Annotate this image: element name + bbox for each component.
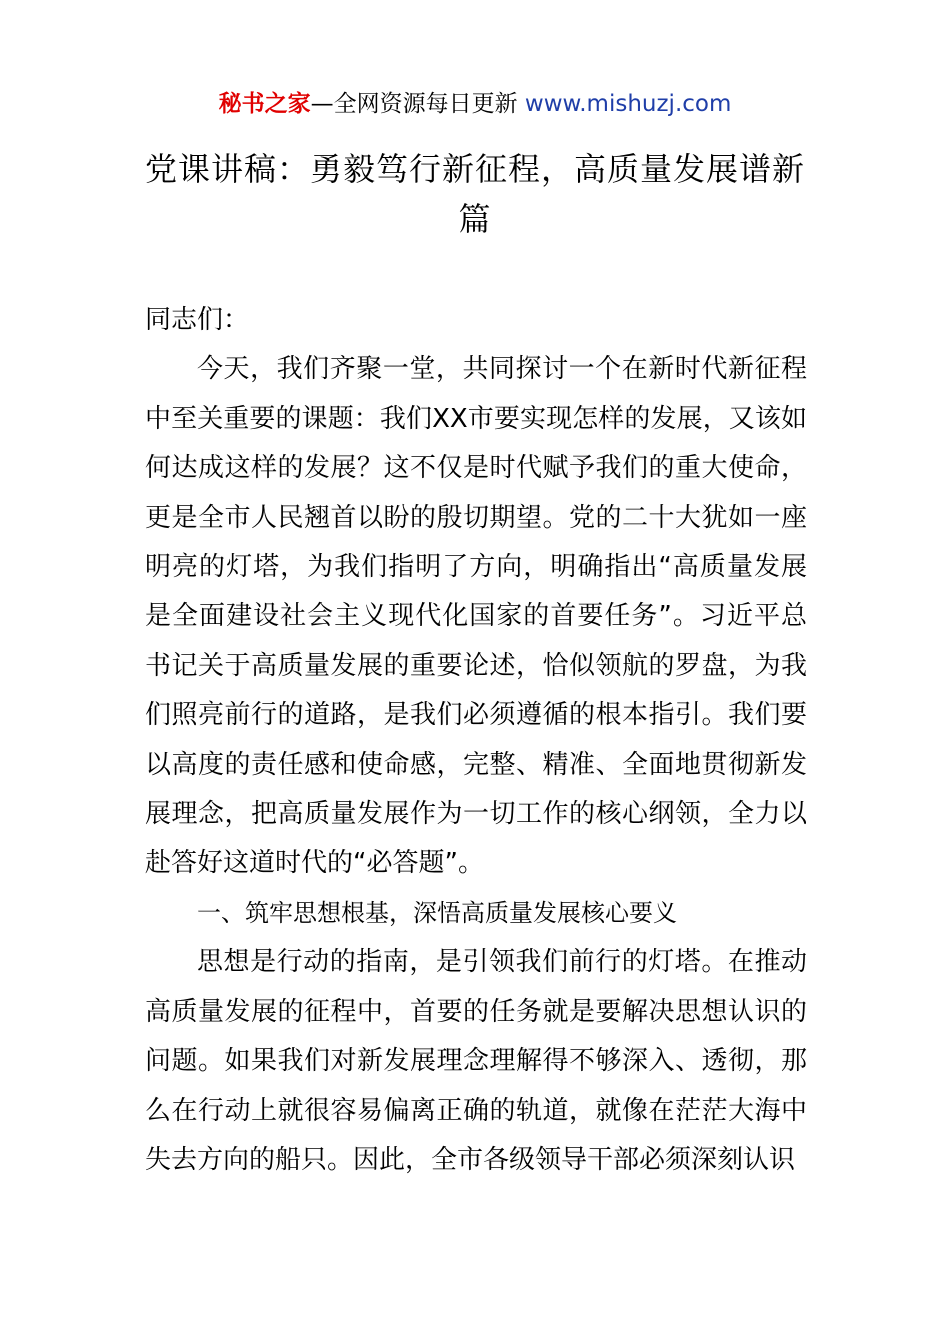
- section-heading: 一、筑牢思想根基，深悟高质量发展核心要义: [197, 898, 677, 927]
- intro-paragraph: 今天，我们齐聚一堂，共同探讨一个在新时代新征程中至关重要的课题：我们XX市要实现怎样的发展，又该如何达成这样的发展？这不仅是时代赋予我们的重大使命，更是全市人民翘首以盼的殷切期望。党的二十大犹如一座明亮的灯塔，为我们指明了方向，明确指出“高质量发展是全面建设社会主义现代化国家的首要任务”。习近平总书记关于高质量发展的重要论述，恰似领航的罗盘，为我们照亮前行的道路，是我们必须遵循的根本指引。我们要以高度的责任感和使命感，完整、精准、全面地贯彻新发展理念，把高质量发展作为一切工作的核心纲领，全力以赴答好这道时代的“必答题”。: [145, 354, 807, 879]
- site-url[interactable]: www.mishuzj.com: [524, 91, 732, 117]
- document-title: 党课讲稿：勇毅笃行新征程，高质量发展谱新篇: [144, 150, 805, 238]
- greeting: 同志们：: [145, 305, 250, 335]
- section-paragraph: 思想是行动的指南，是引领我们前行的灯塔。在推动高质量发展的征程中，首要的任务就是要解决思想认识的问题。如果我们对新发展理念理解得不够深入、透彻，那么在行动上就很容易偏离正确的轨道，就像在茫茫大海中失去方向的船只。因此，全市各级领导干部必须深刻认识: [145, 947, 807, 1175]
- brand-name: 秘书之家: [218, 91, 311, 117]
- document-body: [145, 296, 807, 1185]
- site-header: [0, 86, 950, 122]
- header-tagline: 全网资源每日更新: [333, 91, 518, 117]
- header-dash: —: [310, 91, 334, 117]
